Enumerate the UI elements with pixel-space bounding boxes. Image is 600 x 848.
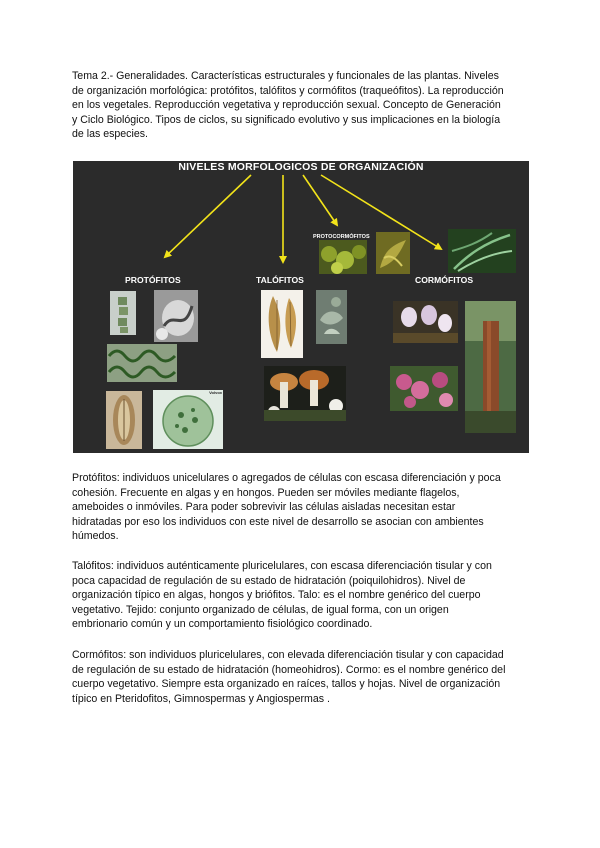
paragraph-line: vegetativo. Tejido: conjunto organizado de células, de igual forma, con un origen: [72, 603, 449, 616]
crocus-flowers-photo: [393, 301, 458, 343]
intro-line: de organización morfológica: protófitos, talófitos y cormófitos (traqueófitos). La reproducción: [72, 84, 504, 97]
cormofitos-paragraph: [72, 648, 528, 706]
label-cormofitos: CORMÓFITOS: [415, 275, 474, 285]
intro-paragraph: [72, 69, 528, 142]
paragraph-line: Protófitos: individuos unicelulares o agregados de células con escasa diferenciación y poca: [72, 472, 501, 484]
diatom-chain-photo: [110, 291, 136, 335]
paragraph-line: Cormófitos: son individuos pluricelulares, con elevada diferenciación tisular y con capacidad: [72, 649, 504, 661]
paragraph-line: organización típico en algas, hongos y briófitos. Talo: es el nombre genérico del cuerpo: [72, 589, 481, 602]
pennate-diatom-photo: [106, 391, 142, 449]
paragraph-line: hidratadas por eso los individuos con este nivel de desarrollo se asocian con ambientes: [72, 515, 484, 528]
label-protocormofitos: PROTOCORMÓFITOS: [313, 234, 370, 240]
figure-title: NIVELES MORFOLOGICOS DE ORGANIZACIÓN: [178, 161, 424, 173]
intro-line: de las especies.: [72, 128, 148, 141]
paragraph-line: típico en Pteridofitos, Gimnospermas y Angiospermas .: [72, 692, 330, 705]
liverwort-photo: [376, 232, 410, 274]
volvox-colony-photo: [153, 390, 223, 449]
spirogyra-filament-photo: [107, 344, 177, 382]
moss-photo: [319, 240, 367, 274]
paragraph-line: cuerpo vegetativo. Siempre esta organizado en raíces, tallos y hojas. Nivel de organización: [72, 678, 501, 691]
paragraph-line: embrionario común y un comportamiento fisiológico coordinado.: [72, 618, 373, 631]
intro-line: y Ciclo Biológico. Tipos de ciclos, su significado evolutivo y sus implicaciones en la biología: [72, 113, 501, 126]
paragraph-line: Talófitos: individuos auténticamente pluricelulares, con escasa diferenciación tisular y con: [72, 560, 492, 572]
label-protofitos: PROTÓFITOS: [125, 275, 181, 285]
talofitos-paragraph: [72, 559, 528, 632]
intro-line: Tema 2.- Generalidades. Características estructurales y funcionales de las plantas. Niveles: [72, 70, 499, 82]
paragraph-line: ameboides o inmóviles. Para poder sobrevivir las células aisladas necesitan estar: [72, 501, 456, 514]
brown-algae-photo: [261, 290, 303, 358]
paragraph-line: poca capacidad de regulación de su estado de hidratación (poiquilohidros). Nivel de: [72, 574, 466, 587]
sequoia-tree-photo: [465, 301, 516, 433]
intro-line: en los vegetales. Reproducción vegetativa y reproducción sexual. Concepto de Generación: [72, 99, 501, 112]
paragraph-line: de regulación de su estado de hidratación (homeohidros). Cormo: es el nombre genérico del: [72, 663, 506, 676]
bacteria-sem-photo: [154, 290, 198, 342]
paragraph-line: cohesión. Frecuente en algas y en hongos. Pueden ser móviles mediante flagelos,: [72, 486, 460, 499]
protofitos-paragraph: [72, 471, 528, 544]
pink-flowers-photo: [390, 366, 458, 411]
arrow-protofitos: [165, 175, 251, 257]
fern-photo: [448, 229, 516, 273]
volvox-tag: Volvox: [209, 390, 222, 395]
lichen-photo: [316, 290, 347, 344]
paragraph-line: húmedos.: [72, 530, 119, 543]
organization-levels-figure: [73, 161, 529, 453]
mushrooms-photo: [264, 366, 346, 421]
label-talofitos: TALÓFITOS: [256, 275, 304, 285]
